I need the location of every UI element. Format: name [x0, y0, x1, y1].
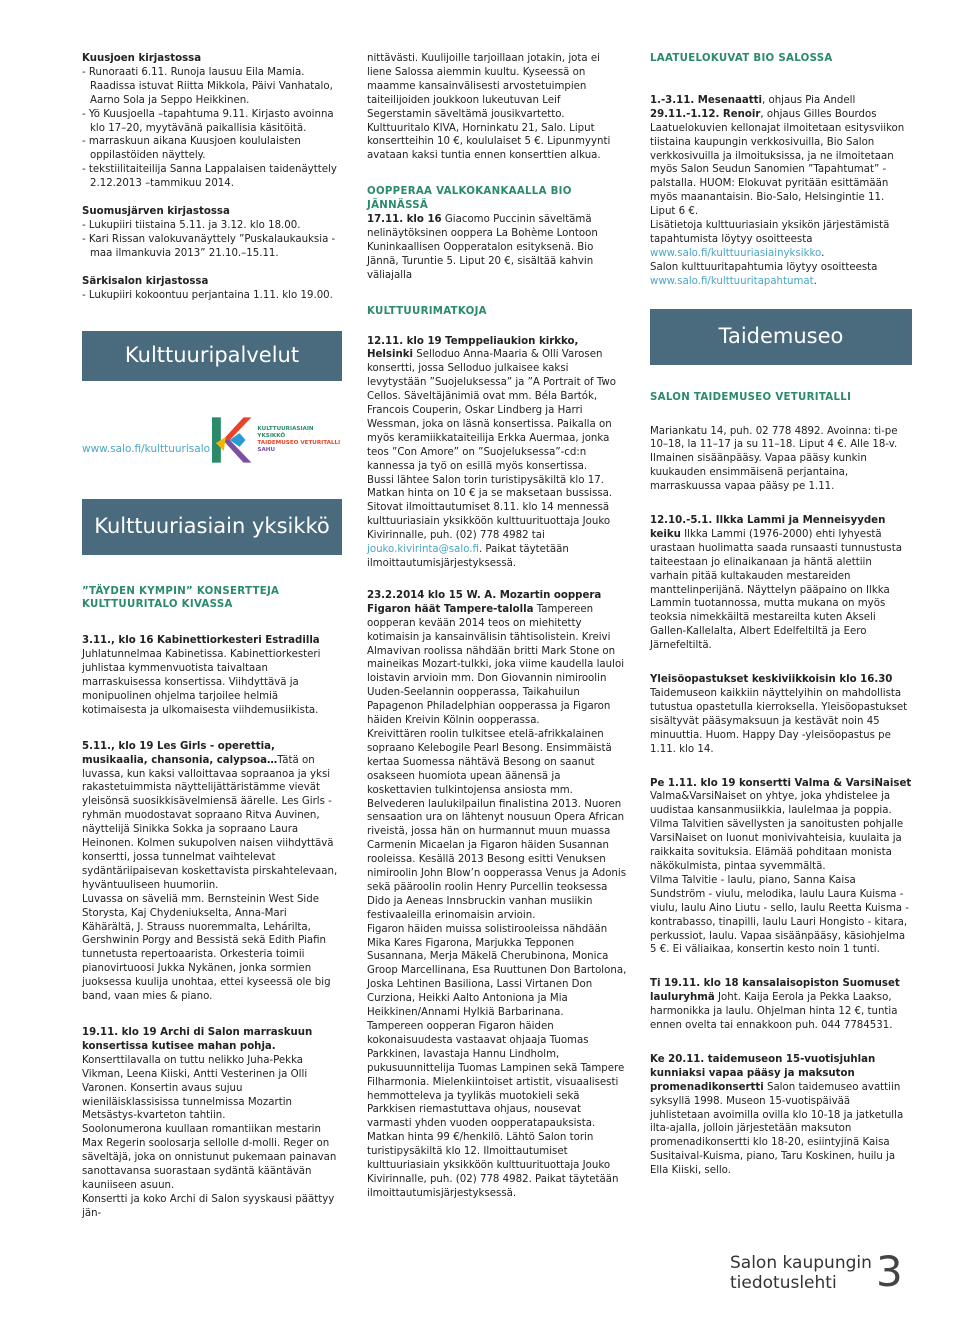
section-heading: KULTTUURIMATKOJA: [367, 305, 487, 317]
paragraph: Yleisöopastukset keskiviikkoisin klo 16.30 Taidemuseon kaikkiin näyttelyihin on mahdollista tutustua opastetulla kierroksella. Yleisöopastukset sisältyvät pääsymaksuun ja kestävät noin 45 minuuttia. Huom. Happy Day -yleisöopastus pe 1.11. klo 14.: [650, 674, 908, 755]
sarkisalo-library-section: [82, 275, 342, 303]
film-item: 29.11.-1.12. Renoir, ohjaus Gilles Bourdos: [650, 108, 877, 120]
logo-row: [82, 411, 342, 469]
paragraph: Konsertti ja koko Archi di Salon syyskausi päättyy jän-: [82, 1193, 335, 1219]
paragraph: Figaron häiden muissa solistirooleissa nähdään Mika Kares Figarona, Marjukka Tepponen Susannana, Merja Mäkelä Cherubinona, Monica Groop Marcellinana, Esa Ruuttunen Don Bartolona, Joska Lehtinen Basiliona, Lassi Virtanen Don Curziona, Heikki Aalto Antoniona ja Mia Heikkinen/Annami Hylkiä Barbarinana.: [367, 923, 627, 1019]
list-item: - Yö Kuusjoella –tapahtuma 9.11. Kirjasto avoinna klo 17–20, myytävänä paikallisia käsitöitä.: [82, 108, 334, 134]
page-number: 3: [876, 1247, 903, 1296]
paragraph: 17.11. klo 16 Giacomo Puccinin säveltämä nelinäytöksinen ooppera La Bohème Lontoon Kuninkaallisen Oopperatalon esityksenä. Bio Jännä, Turuntie 5. Liput 20 €, sisältää kahvin väliajalla: [367, 214, 598, 281]
logo: [210, 411, 342, 469]
section-heading: ”TÄYDEN KYMPIN” KONSERTTEJA KULTTUURITALO KIVASSA: [82, 585, 280, 611]
paragraph: 12.11. klo 19 Temppeliaukion kirkko, Helsinki Selloduo Anna-Maaria & Olli Varosen konsertti, jossa Selloduo julkaisee kaksi levytystään ”Suojeluksessa” ja ”A Portrait of Two Cellos. Säveltäjänimiä ovat mm. Béla Bartók, Francois Couperin, Oskar Lindberg ja Harri Wessman, joka on läsnä konsertissa. Paikalla on myös keramiikkataiteilija Erkka Auermaa, jonka teos ”Con Amore” on ”Suojeluksessa”-cd:n kannessa ja työ on esillä myös konsertissa.: [367, 335, 616, 472]
paragraph: nittävästi. Kuulijoille tarjoillaan jotakin, jota ei liene Salossa aiemmin kuultu. Kyseessä on maamme kansainvälisesti arvostetuimpien taiteilijoiden joukkoon lukeutuvan Leif Segerstamin säveltämä jousikvartetto.: [367, 53, 600, 120]
list-item: - Lukupiiri tiistaina 5.11. ja 3.12. klo 18.00.: [82, 219, 301, 231]
paragraph: Bussi lähtee Salon torin turistipysäkiltä klo 17. Matkan hinta on 10 € ja se maksetaan bussissa. Sitovat ilmoittautumiset 8.11. klo 14 mennessä kulttuuriasiain yksikköön kulttuurituottaja Jouko Kivirinnalle, puh. (02) 778 4982 tai jouko.kivirinta@salo.fi. Paikat täytetään ilmoittautumisjärjestyksessä.: [367, 474, 613, 569]
website-link[interactable]: www.salo.fi/kulttuuritapahtumat: [650, 275, 814, 287]
paragraph: Vilma Talvitie - laulu, piano, Sanna Kaisa Sundström - viulu, melodika, laulu Laura Kuisma - viulu, laulu Aino Liutu - sello, laulu Reetta Kuisma - kontrabasso, tinapilli, laulu Lauri Hongisto - kitara, perkussiot, laulu. Vapaa sisäänpääsy, käsiohjelma 5 €. Ei väliaikaa, konsertin kesto noin 1 tunti.: [650, 874, 909, 956]
section-heading: Kuusjoen kirjastossa: [82, 53, 202, 64]
paragraph: 23.2.2014 klo 15 W. A. Mozartin ooppera Figaron häät Tampere-talolla Tampereen oopperan kevään 2014 teos on miehitetty kotimaisin ja kansainvälisin tähtisolistein. Kreivi Almavivan roolissa nähdään britti Mark Stone on maineikas Mozart-tulkki, joka viime kaudella lauloi loistavin arvioin mm. Don Giovannin nimiroolin Uuden-Seelannin oopperassa, Taikahuilun Papagenon Philadelphian oopperassa ja Figaron häiden Kreivin Kölnin oopperassa.: [367, 589, 625, 727]
email-link[interactable]: jouko.kivirinta@salo.fi: [367, 544, 479, 556]
banner-title: Kulttuuriasiain yksikkö: [94, 513, 330, 538]
paragraph: 19.11. klo 19 Archi di Salon marraskuun konsertissa kutisee mahan pohja. Konserttilavalla on tuttu nelikko Juha-Pekka Vikman, Leena Kiiski, Antti Vesterinen ja Olli Varonen. Konsertin avaus sujuu wieniläisklassisissa tunnelmissa Mozartin Metsästys-kvarteton tahtiin.: [82, 1026, 313, 1122]
section-heading: Särkisalon kirjastossa: [82, 275, 209, 287]
list-item: - tekstiilitaiteilija Sanna Lappalaisen taidenäyttely 2.12.2013 –tammikuu 2014.: [82, 164, 337, 190]
paragraph: Luvassa on säveliä mm. Bernsteinin West Side Storysta, Kaj Chydeniukselta, Anna-Mari Kähärältä, J. Strauss nuoremmalta, Lehárilta, Gershwinin Porgy and Bessistä sekä Edith Piafin tunnetusta repertoaarista. Orkesteria toimii pianovirtuoosi Jukka Nykänen, jonka sormien juoksessa kuulija unohtaa, ettei kyseessä ole big band, vaan mies & piano.: [82, 893, 331, 1003]
column-middle: [367, 52, 627, 1201]
paragraph: 5.11., klo 19 Les Girls - operettia, musikaalia, chansonia, calypsoa…Tätä on luvassa, kun kaksi valloittavaa sopraanoa ja yksi rakastetuimmista näyttelijättäristämme vievät yleisönsä suosikkisävelmiensä äärelle. Les Girls -ryhmän muodostavat sopraano Ritva Auvinen, näyttelijä Sinikka Sokka ja sopraano Laura Heinonen. Kolmen sukupolven naisen viihdyttävä konsertti, jossa tunnelmat vaihtelevat sydäntäriipaisevan koskettavista pirskahtelevaan, hyväntuuliseen huumoriin.: [82, 740, 338, 891]
website-link[interactable]: www.salo.fi/kulttuurisalo: [82, 442, 211, 455]
paragraph: 12.10.-5.1. Ilkka Lammi ja Menneisyyden keiku Ilkka Lammi (1976-2000) ehti lyhyestä urastaan huolimatta saada runsaasti tunnustusta taiteestaan jo elinaikanaan ja häntä alettiin varhain pitää kultakauden mestareiden manttelinperijänä. Näyttelyn pääpaino on Ilkka Lammin tuotannossa, mutta mukana on myös teoksia nimekkäiltä mestareilta kuten Akseli Gallen-Kallelalta, Albert Edelfeltiltä ja Eero Järnefeltiltä.: [650, 515, 902, 652]
paragraph: Ke 20.11. taidemuseon 15-vuotisjuhlan kunniaksi vapaa pääsy ja maksuton promenadikonsertti Salon taidemuseo avattiin syksyllä 1998. Museon 15-vuotispäivää juhlistetaan avoimilla ovilla klo 10-18 ja jatketulla ilta-ajalla, jolloin järjestetään maksuton promenadikonsertti klo 18-20, esiintyjinä Kaisa Susitaival-Kuisma, piano, Taru Koskinen, huilu ja Ella Kiiski, sello.: [650, 1053, 904, 1177]
kuusjoki-library-section: [82, 52, 342, 191]
banner-title: Kulttuuripalvelut: [124, 342, 300, 367]
list-item: - Kari Rissan valokuvanäyttely ”Puskalaukauksia - maa ilmankuvia 2013” 21.10.–15.11.: [82, 233, 336, 259]
suomusjarvi-library-section: [82, 205, 342, 261]
paragraph: Pe 1.11. klo 19 konsertti Valma & VarsiNaiset Valma&VarsiNaiset on yhtye, joka yhdistelee ja uudistaa kansanmusiikkia, laulelmaa ja poppia. Vilma Talvitien sävellysten ja sanoitusten pohjalle VarsiNaiset on luonut monivivahteisia, kuulaita ja raikkaita sovituksia. Elämää pohditaan monista näkökulmista, pintaa syvemmältä.: [650, 777, 912, 872]
paragraph: Matkan hinta 99 €/henkilö. Lähtö Salon torin turistipysäkiltä klo 12. Ilmoittautumiset kulttuuriasiain yksikköön kulttuurituottaja Jouko Kivirinnalle, puh. (02) 778 4982. Paikat täytetään ilmoittautumisjärjestyksessä.: [367, 1132, 619, 1199]
section-heading: LAATUELOKUVAT BIO SALOSSA: [650, 53, 833, 64]
section-heading: Suomusjärven kirjastossa: [82, 206, 230, 218]
banner-kulttuuriasiain-yksikko: [82, 499, 342, 555]
banner-kulttuuripalvelut: [82, 331, 342, 381]
paragraph: Soolonumerona kuullaan romantiikan mestarin Max Regerin soolosarja sellolle d-molli. Reger on säveltäjä, joka on onnistunut pukemaan painavan sanottavansa suorastaan sydäntä kääntävän kauniiseen asuun.: [82, 1124, 337, 1191]
publication-name: Salon kaupungin tiedotuslehti: [730, 1253, 872, 1293]
column-left: [82, 52, 342, 1221]
paragraph: Mariankatu 14, puh. 02 778 4892. Avoinna: ti-pe 10–18, la 11–17 ja su 11–18. Liput 4 €. Alle 18-v. Ilmainen sisäänpääsy. Vapaa pääsy kunkin kuukauden ensimmäisenä perjantaina, marraskuussa vapaa pääsy pe 1.11.: [650, 425, 898, 493]
konsertit-section: [82, 585, 342, 613]
list-item: - marraskuun aikana Kuusjoen koululaisten oppilastöiden näyttely.: [82, 136, 301, 162]
paragraph: Kreivittären roolin tulkitsee etelä-afrikkalainen sopraano Kelebogile Pearl Besong. Ensimmäistä kertaa Suomessa nähtävä Besong on saanut osakseen huomiota upean äänensä ja koskettavien tulkintojensa ansiosta mm. Belvederen laulukilpailun finalistina 2013. Nuoren sensaation ura on lähtenyt nousuun Opera African riveistä, jossa hän on hurmannut muun muassa Carmenin Micaelan ja Figaron häiden Susannan rooleissa. Kesällä 2013 Besong esitti Venuksen nimiroolin John Blow’n oopperassa Venus ja Adonis sekä pääroolin roolin Henry Purcellin teoksessa Dido ja Aeneas Innsbruckin vanhan musiikin festivaaleilla erinomaisin arvioin.: [367, 728, 627, 921]
paragraph: Lisätietoja kulttuuriasiain yksikön järjestämistä tapahtumista löytyy osoitteesta www.salo.fi/kulttuuriasiainyksikko.: [650, 220, 890, 259]
banner-title: Taidemuseo: [718, 323, 844, 348]
section-heading: OOPPERAA VALKOKANKAALLA BIO JÄNNÄSSÄ: [367, 186, 572, 212]
list-item: - Lukupiiri kokoontuu perjantaina 1.11. klo 19.00.: [82, 289, 333, 301]
list-item: - Runoraati 6.11. Runoja lausuu Eila Mamia. Raadissa istuvat Riitta Mikkola, Päivi Vanhatalo, Aarno Sola ja Seppo Heikkinen.: [82, 66, 333, 106]
paragraph: Kulttuuritalo KIVA, Horninkatu 21, Salo. Liput konsertteihin 10 €, koululaiset 5 €. Lipunmyynti avataan kaksi tuntia ennen konserttien alkua.: [367, 122, 611, 162]
paragraph: Laatuelokuvien kellonajat ilmoitetaan esitysviikon tiistaina kaupungin verkkosivuilla, Bio Salon verkkosivuilla ja ilmoituksissa, ja ne ilmoitetaan myös Salon Seudun Sanomien ”Tapahtumat” -palstalla. HUOM: Elokuvat pyritään esittämään myös maanantaisin. Bio-Salo, Helsingintie 11. Liput 6 €.: [650, 122, 905, 218]
logo-text: KULTTUURIASIAIN YKSIKKÖ TAIDEMUSEO VETURITALLI SAHU: [257, 425, 341, 453]
column-right: [650, 52, 912, 1178]
film-item: 1.-3.11. Mesenaatti, ohjaus Pia Andell: [650, 94, 856, 106]
paragraph: 3.11., klo 16 Kabinettiorkesteri Estradilla Juhlatunnelmaa Kabinetissa. Kabinettiorkesteri juhlistaa kymmenvuotista taivaltaan marraskuisessa konsertissa. Viihdyttävä ja monipuolinen ohjelma tarjoilee helmiä kotimaisesta ja ulkomaisesta viihdemusiikista.: [82, 635, 321, 716]
paragraph: Salon kulttuuritapahtumia löytyy osoitteesta www.salo.fi/kulttuuritapahtumat.: [650, 261, 878, 287]
paragraph: Tampereen oopperan Figaron häiden kokonaisuudesta vastaavat ohjaaja Tuomas Parkkinen, lavastaja Hannu Lindholm, pukusuunnittelija Tuomas Lampinen sekä Tampere Filharmonia. Mielenkiintoiset artistit, visuaalisesti hemmotteleva ja tyylikäs muotokieli sekä Parkkisen riemastuttava ohjaus, nousevat varmasti yhden vuoden oopperatapauksista.: [367, 1021, 625, 1130]
banner-taidemuseo: [650, 309, 912, 365]
section-heading: SALON TAIDEMUSEO VETURITALLI: [650, 391, 852, 403]
paragraph: Ti 19.11. klo 18 kansalaisopiston Suomuset lauluryhmä Joht. Kaija Eerola ja Pekka Laakso, harmonikka ja laulu. Ohjelman hinta 12 €, tuntia ennen ovelta tai ennakkoon puh. 044 7784531.: [650, 978, 900, 1032]
k-logo-icon: [210, 413, 253, 467]
website-link[interactable]: www.salo.fi/kulttuuriasiainyksikko: [650, 247, 822, 259]
